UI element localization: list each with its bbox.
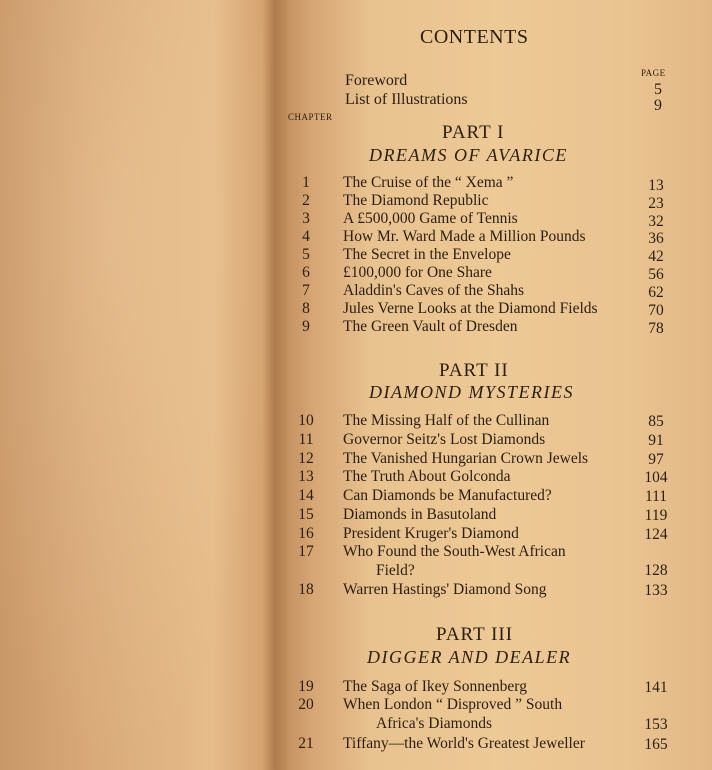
chapter-title: Can Diamonds be Manufactured?	[343, 487, 552, 504]
chapter-number: 12	[298, 450, 314, 467]
toc-row	[0, 264, 712, 283]
chapter-title: The Missing Half of the Cullinan	[343, 412, 550, 429]
page-title: CONTENTS	[420, 26, 529, 48]
chapter-page: 13	[648, 177, 664, 194]
chapter-number: 2	[302, 192, 310, 209]
chapter-title-continued: Field?	[376, 562, 415, 579]
chapter-title: Tiffany—the World's Greatest Jeweller	[343, 735, 585, 752]
page-column-header: PAGE	[641, 68, 666, 78]
chapter-title: Governor Seitz's Lost Diamonds	[343, 431, 546, 448]
chapter-title: The Cruise of the “ Xema ”	[343, 174, 514, 191]
chapter-page: 128	[644, 562, 668, 579]
front-matter-page: 5	[654, 81, 662, 98]
toc-row	[0, 696, 712, 715]
chapter-number: 15	[298, 506, 314, 523]
chapter-number: 14	[298, 487, 314, 504]
chapter-number: 5	[302, 246, 310, 263]
part-subtitle: DREAMS OF AVARICE	[369, 145, 568, 165]
toc-row	[0, 487, 712, 506]
toc-row	[0, 246, 712, 265]
chapter-title: President Kruger's Diamond	[343, 525, 519, 542]
toc-row	[0, 174, 712, 193]
front-matter-title: List of Illustrations	[345, 91, 468, 108]
chapter-title: The Vanished Hungarian Crown Jewels	[343, 450, 589, 467]
toc-row	[0, 412, 712, 431]
chapter-number: 21	[298, 735, 314, 752]
chapter-page: 70	[648, 302, 664, 319]
front-matter-title: Foreword	[345, 72, 408, 89]
chapter-page: 97	[648, 451, 664, 468]
toc-row	[0, 506, 712, 525]
front-matter-page: 9	[654, 97, 662, 114]
chapter-page: 165	[644, 736, 668, 753]
toc-row	[0, 450, 712, 469]
chapter-number: 20	[298, 696, 314, 713]
part-heading: PART III	[436, 624, 514, 645]
chapter-page: 23	[648, 195, 664, 212]
chapter-column-header: CHAPTER	[288, 112, 333, 122]
part-heading: PART I	[442, 122, 505, 143]
chapter-page: 56	[648, 266, 664, 283]
chapter-number: 16	[298, 525, 314, 542]
chapter-page: 85	[648, 413, 664, 430]
chapter-number: 17	[298, 543, 314, 560]
chapter-title: Who Found the South-West African	[343, 543, 566, 560]
chapter-page: 104	[644, 469, 668, 486]
chapter-page: 141	[644, 679, 668, 696]
toc-row	[0, 318, 712, 337]
chapter-number: 8	[302, 300, 310, 317]
chapter-title: The Green Vault of Dresden	[343, 318, 518, 335]
toc-row	[0, 735, 712, 754]
chapter-page: 62	[648, 284, 664, 301]
chapter-number: 13	[298, 468, 314, 485]
chapter-title-continued: Africa's Diamonds	[376, 715, 493, 732]
chapter-page: 32	[648, 213, 664, 230]
chapter-title: £100,000 for One Share	[343, 264, 492, 281]
chapter-page: 91	[648, 432, 664, 449]
toc-row	[0, 678, 712, 697]
chapter-page: 124	[644, 526, 668, 543]
chapter-title: The Saga of Ikey Sonnenberg	[343, 678, 527, 695]
chapter-number: 1	[302, 174, 310, 191]
chapter-number: 19	[298, 678, 314, 695]
chapter-number: 10	[298, 412, 314, 429]
part-subtitle: DIAMOND MYSTERIES	[369, 382, 574, 402]
chapter-title: The Diamond Republic	[343, 192, 489, 209]
toc-row	[0, 192, 712, 211]
part-heading: PART II	[439, 360, 509, 381]
chapter-title: Diamonds in Basutoland	[343, 506, 497, 523]
chapter-title: Warren Hastings' Diamond Song	[343, 581, 547, 598]
chapter-page: 153	[644, 716, 668, 733]
chapter-number: 18	[298, 581, 314, 598]
toc-row	[0, 210, 712, 229]
chapter-number: 3	[302, 210, 310, 227]
chapter-number: 6	[302, 264, 310, 281]
chapter-page: 36	[648, 230, 664, 247]
chapter-page: 78	[648, 320, 664, 337]
toc-row	[0, 468, 712, 487]
chapter-page: 119	[644, 507, 668, 524]
chapter-title: Jules Verne Looks at the Diamond Fields	[343, 300, 598, 317]
toc-row	[0, 525, 712, 544]
toc-row	[0, 300, 712, 319]
chapter-title: Aladdin's Caves of the Shahs	[343, 282, 525, 299]
toc-row	[0, 282, 712, 301]
part-subtitle: DIGGER AND DEALER	[367, 647, 572, 667]
chapter-page: 133	[644, 582, 668, 599]
chapter-title: The Truth About Golconda	[343, 468, 511, 485]
toc-row	[0, 431, 712, 450]
toc-row	[0, 581, 712, 600]
chapter-number: 9	[302, 318, 310, 335]
chapter-title: A £500,000 Game of Tennis	[343, 210, 518, 227]
toc-row	[0, 543, 712, 562]
chapter-page: 42	[648, 248, 664, 265]
chapter-number: 11	[298, 431, 314, 448]
chapter-title: How Mr. Ward Made a Million Pounds	[343, 228, 586, 245]
chapter-page: 111	[644, 488, 668, 505]
chapter-number: 7	[302, 282, 310, 299]
chapter-number: 4	[302, 228, 310, 245]
chapter-title: The Secret in the Envelope	[343, 246, 511, 263]
chapter-title: When London “ Disproved ” South	[343, 696, 563, 713]
toc-row	[0, 228, 712, 247]
